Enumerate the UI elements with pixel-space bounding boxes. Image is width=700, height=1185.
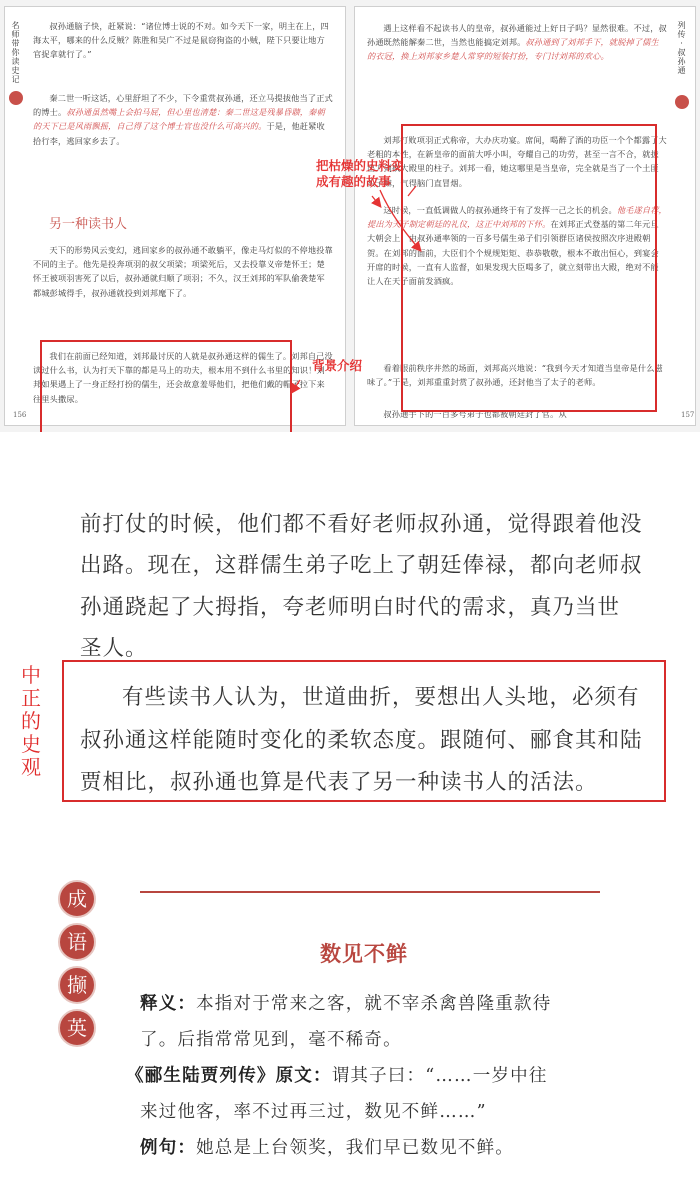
idiom-title: 数见不鲜 xyxy=(320,941,408,966)
label-example: 例句： xyxy=(140,1138,197,1158)
para-line-4: 圣人。 xyxy=(80,636,148,661)
idiom-line-4 xyxy=(140,1096,487,1129)
badge-char-3: 撷 xyxy=(58,966,96,1004)
idiom-line-2 xyxy=(140,1024,402,1057)
left-page-number: 156 xyxy=(13,411,27,419)
right-para-top-text: 遇上这样看不起读书人的皇帝，叔孙通能过上好日子吗？显然很难。不过，叔孙通既然能解秦二世，当然也能搞定刘邦。 xyxy=(367,23,667,48)
arrow-story-up xyxy=(372,196,380,206)
label-source: 《郦生陆贾列传》原文： xyxy=(126,1066,332,1086)
badge-char-1: 成 xyxy=(58,880,96,918)
left-header-vertical: 名师带你读史记 xyxy=(11,21,20,84)
para-line-1: 前打仗的时候，他们都不看好老师叔孙通，觉得跟着他没 xyxy=(80,512,643,537)
enlarged-page xyxy=(0,432,700,1185)
boxed-line-2: 叔孙通这样能随时变化的柔软态度。跟随何、郦食其和陆 xyxy=(80,728,643,753)
arrow-to-left-box xyxy=(292,380,300,392)
arrow-to-right-box xyxy=(380,190,420,250)
annotation-background: 背景介绍 xyxy=(312,358,363,373)
left-para-2-text: 秦二世一听这话，心里舒坦了不少，下令重赏叔孙通，还立马提拔他当了正式的博士。 xyxy=(33,93,333,118)
right-boxed-para-2-text: 这时候，一直低调做人的叔孙通终于有了发挥一己之长的机会。 xyxy=(383,205,617,215)
annotation-arrows xyxy=(0,0,700,432)
left-boxed-para: 我们在前面已经知道，刘邦最讨厌的人就是叔孙通这样的儒生了。刘邦自己没读过什么书，认为打天下靠的都是马上的功夫，根本用不到什么书里的知识！刘邦如果遇上了一身正经打扮的儒生，还会故意羞辱他们，把他们戴的帽子拉下来往里头撒尿。 xyxy=(33,351,333,404)
side-annotation: 中正的史观 xyxy=(21,663,41,779)
badge-char-2: 语 xyxy=(58,923,96,961)
label-meaning: 释义： xyxy=(140,994,197,1014)
para-line-2: 出路。现在，这群儒生弟子吃上了朝廷俸禄，都向老师叔 xyxy=(80,553,643,578)
left-para-2-tail: 于是，他赶紧收拾行李，逃回家乡去了。 xyxy=(33,121,325,146)
idiom-line-3-text: 谓其子曰：“……一岁中往 xyxy=(331,1066,548,1086)
boxed-line-3: 贾相比，叔孙通也算是代表了另一种读书人的活法。 xyxy=(80,770,598,795)
right-boxed-para-2-tail: 在刘邦正式登基的第二年元旦大朝会上，由叔孙通率领的一百多号儒生弟子们引领群臣诸侯按照次序进殿朝贺。在刘邦的面前，大臣们个个规规矩矩、恭恭敬敬，根本不敢出恒心，到宴会开席的时候，一直有人监督，如果发现大臣喝多了，就立刻带出大殿，绝对不能让人在天子面前发酒疯。 xyxy=(367,219,659,287)
idiom-line-2-text: 了。后指常常见到，毫不稀奇。 xyxy=(140,1030,402,1050)
annotation-story: 把枯燥的史料变成有趣的故事 xyxy=(316,158,404,189)
idiom-line-1-text: 本指对于常来之客，就不宰杀禽兽隆重款待 xyxy=(196,994,552,1014)
right-red-note: 叔孙通到了刘邦手下，就脱掉了儒生的衣冠，换上刘邦家乡楚人常穿的短装打扮，专门讨刘邦的欢心。 xyxy=(367,37,659,62)
book-spread xyxy=(0,0,700,432)
idiom-line-5 xyxy=(140,1132,514,1165)
para-line-3: 孙通跷起了大拇指，夸老师明白时代的需求，真乃当世 xyxy=(80,595,621,620)
left-para-1: 叔孙通脑子快，赶紧说：“诸位博士说的不对。如今天下一家，明主在上，四海太平，哪来的什么反贼？陈胜和吴广不过是鼠窃狗盗的小贼，陛下只要让地方官捉拿就行了。” xyxy=(33,21,329,60)
right-para-bottom: 叔孙通手下的一百多号弟子也都被朝廷封了官。从 xyxy=(383,409,567,419)
left-para-3: 天下的形势风云变幻，逃回家乡的叔孙通不敢躺平，像走马灯似的不停地投靠不同的主子。他先是投奔项羽的叔父项梁；项梁死后，又去投靠义帝楚怀王；楚怀王被项羽害死了以后，叔孙通就归顺了项羽；不久，汉王刘邦的军队偷袭楚军都城彭城得手，叔孙通就投到刘邦麾下了。 xyxy=(33,245,333,298)
section-title: 另一种读书人 xyxy=(49,217,128,232)
idiom-line-5-text: 她总是上台领奖，我们早已数见不鲜。 xyxy=(196,1138,515,1158)
right-header-vertical: 列传·叔孙通 xyxy=(677,21,686,75)
badge-char-4: 英 xyxy=(58,1009,96,1047)
right-page-number: 157 xyxy=(681,411,695,419)
right-boxed-para-1: 刘邦打败项羽正式称帝，大办庆功宴。席间，喝醉了酒的功臣一个个都露了大老粗的本性，在新皇帝的面前大呼小叫，夸耀自己的功劳，甚至一言不合，就拔出刀剑砍大殿里的柱子。刘邦一看，她这哪里是当皇帝，完全就是当了一个土匪头子嘛，气得脑门直冒烟。 xyxy=(367,135,667,188)
section-divider xyxy=(140,891,600,893)
right-boxed-para-3: 看着眼前秩序井然的场面，刘邦高兴地说：“我到今天才知道当皇帝是什么滋味了。”于是，刘邦重重封赏了叔孙通，还封他当了太子的老师。 xyxy=(367,363,663,388)
left-red-note: 叔孙通虽然嘴上会拍马屁，但心里也清楚：秦二世这是残暴昏聩，秦朝的天下已是风雨飘摇，自己得了这个博士官也没什么可高兴的。 xyxy=(33,107,325,132)
idiom-line-1 xyxy=(140,988,551,1021)
idiom-line-3 xyxy=(126,1060,548,1093)
right-red-note-2: 他毛遂自荐，提出为天子制定朝廷的礼仪，这正中刘邦的下怀。 xyxy=(367,205,667,230)
idiom-line-4-text: 来过他客，率不过再三过，数见不鲜……” xyxy=(140,1102,487,1122)
boxed-line-1: 有些读书人认为，世道曲折，要想出人头地，必须有 xyxy=(122,685,640,710)
